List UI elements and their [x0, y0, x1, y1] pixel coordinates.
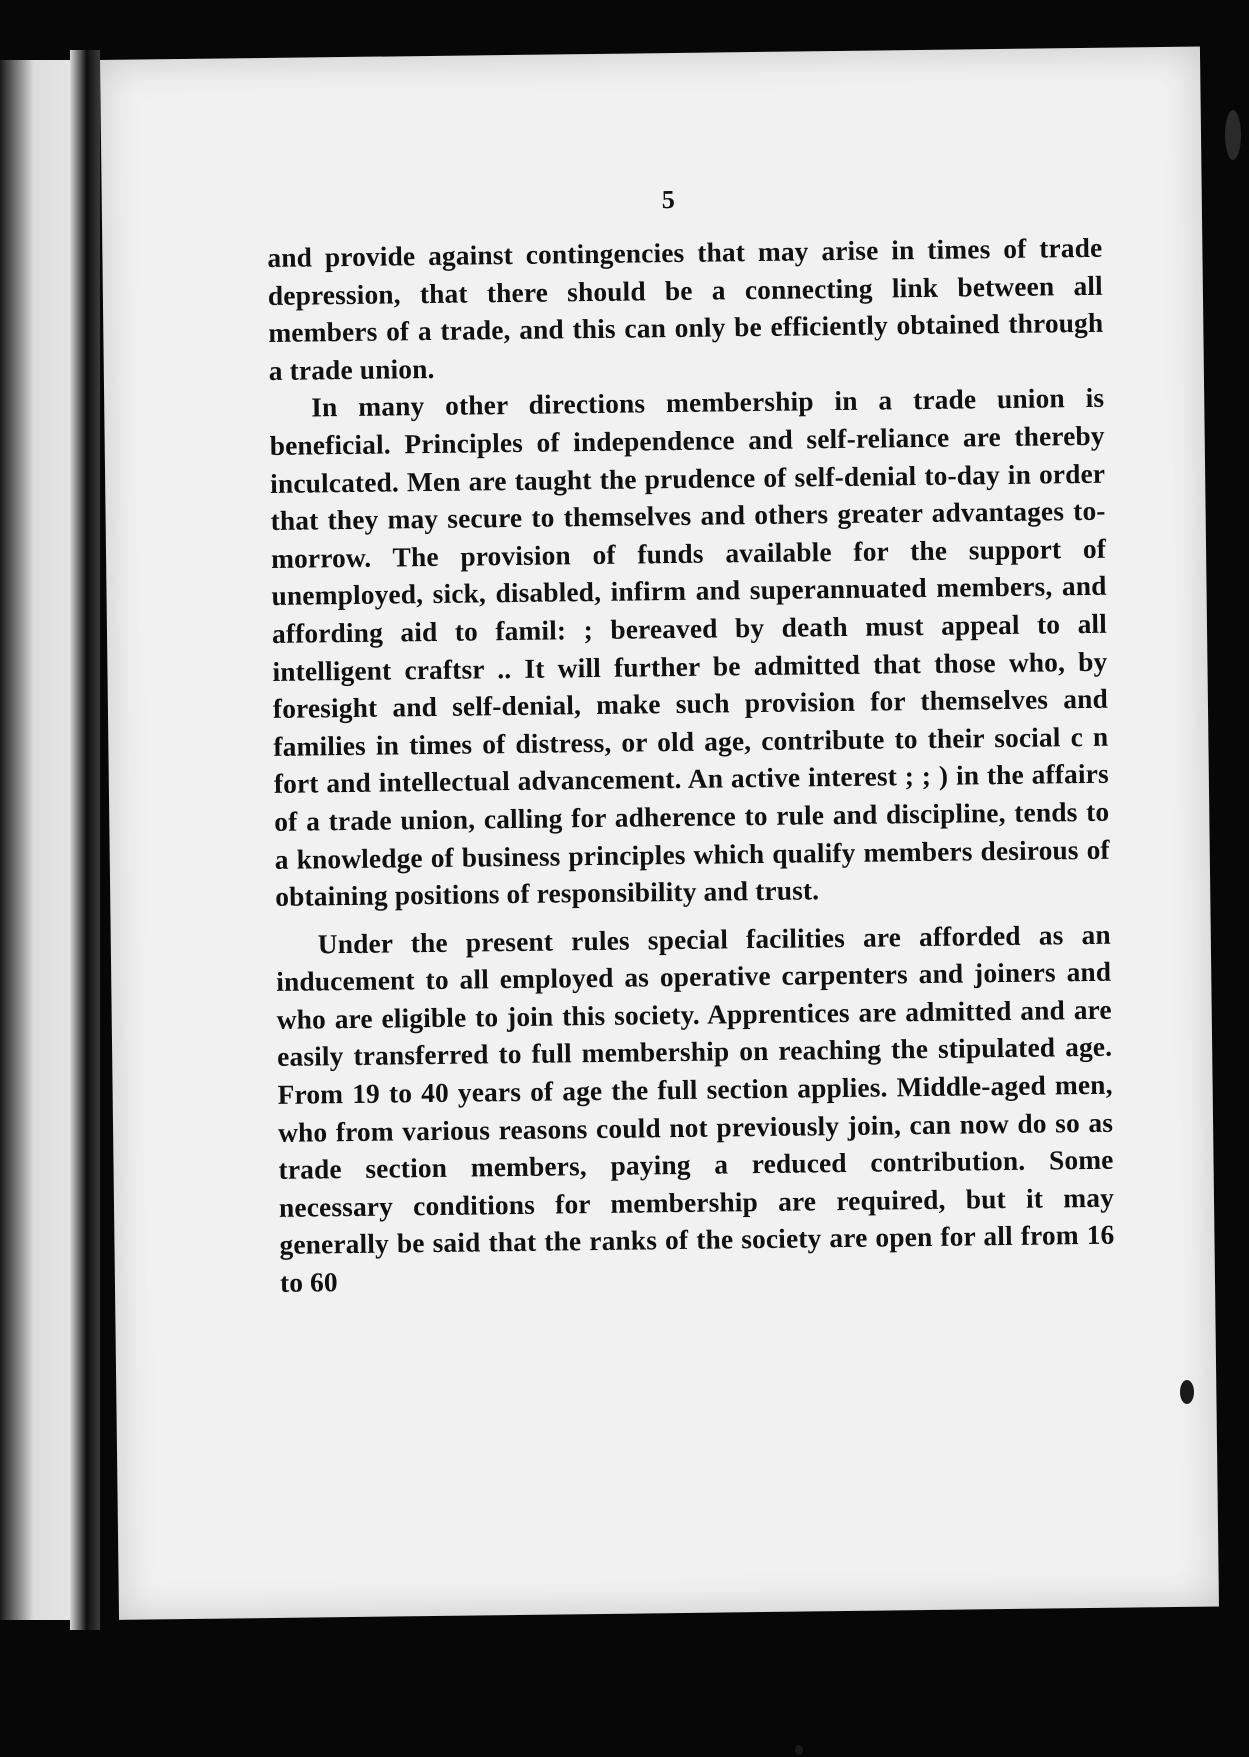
- dust-speck: [1225, 110, 1241, 160]
- dust-speck: [795, 1745, 803, 1755]
- paragraph-facilities: Under the present rules special facilities are afforded as an inducement to all employed as operative carpenters and joiners and who are eligible to join this society. Apprentices are admitted and are easily transferred to full membership on reaching the stipulated age. From 19 to 40 years of age the full section applies. Middle-aged men, who from various reasons could not previously join, can now do so as trade section members, paying a reduced contribution. Some necessary conditions for membership are required, but it may generally be said that the ranks of the society are open for all from 16 to 60: [276, 919, 1115, 1298]
- paragraph-benefits: In many other directions membership in a trade union is beneficial. Principles of independence and self-reliance are thereby inculcated. Men are taught the prudence of self-denial to-day in order that they may secure to themselves and others greater advantages to-morrow. The provision of funds available for the support of unemployed, sick, disabled, infirm and superannuated members, and affording aid to famil: ; bereaved by death must appeal to all intelligent craftsr .. It will further be admitted that those who, by foresight and self-denial, make such provision for themselves and families in times of distress, or old age, contribute to their social c n fort and intellectual advancement. An active interest ; ; ) in the affairs of a trade union, calling for adherence to rule and discipline, tends to a knowledge of business principles which qualify members desirous of obtaining positions of responsibility and trust.: [269, 383, 1110, 913]
- book-gutter: [70, 50, 100, 1630]
- book-page: [100, 47, 1219, 1620]
- page-body: [267, 230, 1115, 1303]
- page-number: 5: [661, 184, 675, 215]
- dust-speck: [1180, 1380, 1194, 1404]
- paragraph-continued: and provide against contingencies that may arise in times of trade depression, that there should be a connecting link between all members of a trade, and this can only be efficiently obtained through a trade union.: [267, 232, 1104, 386]
